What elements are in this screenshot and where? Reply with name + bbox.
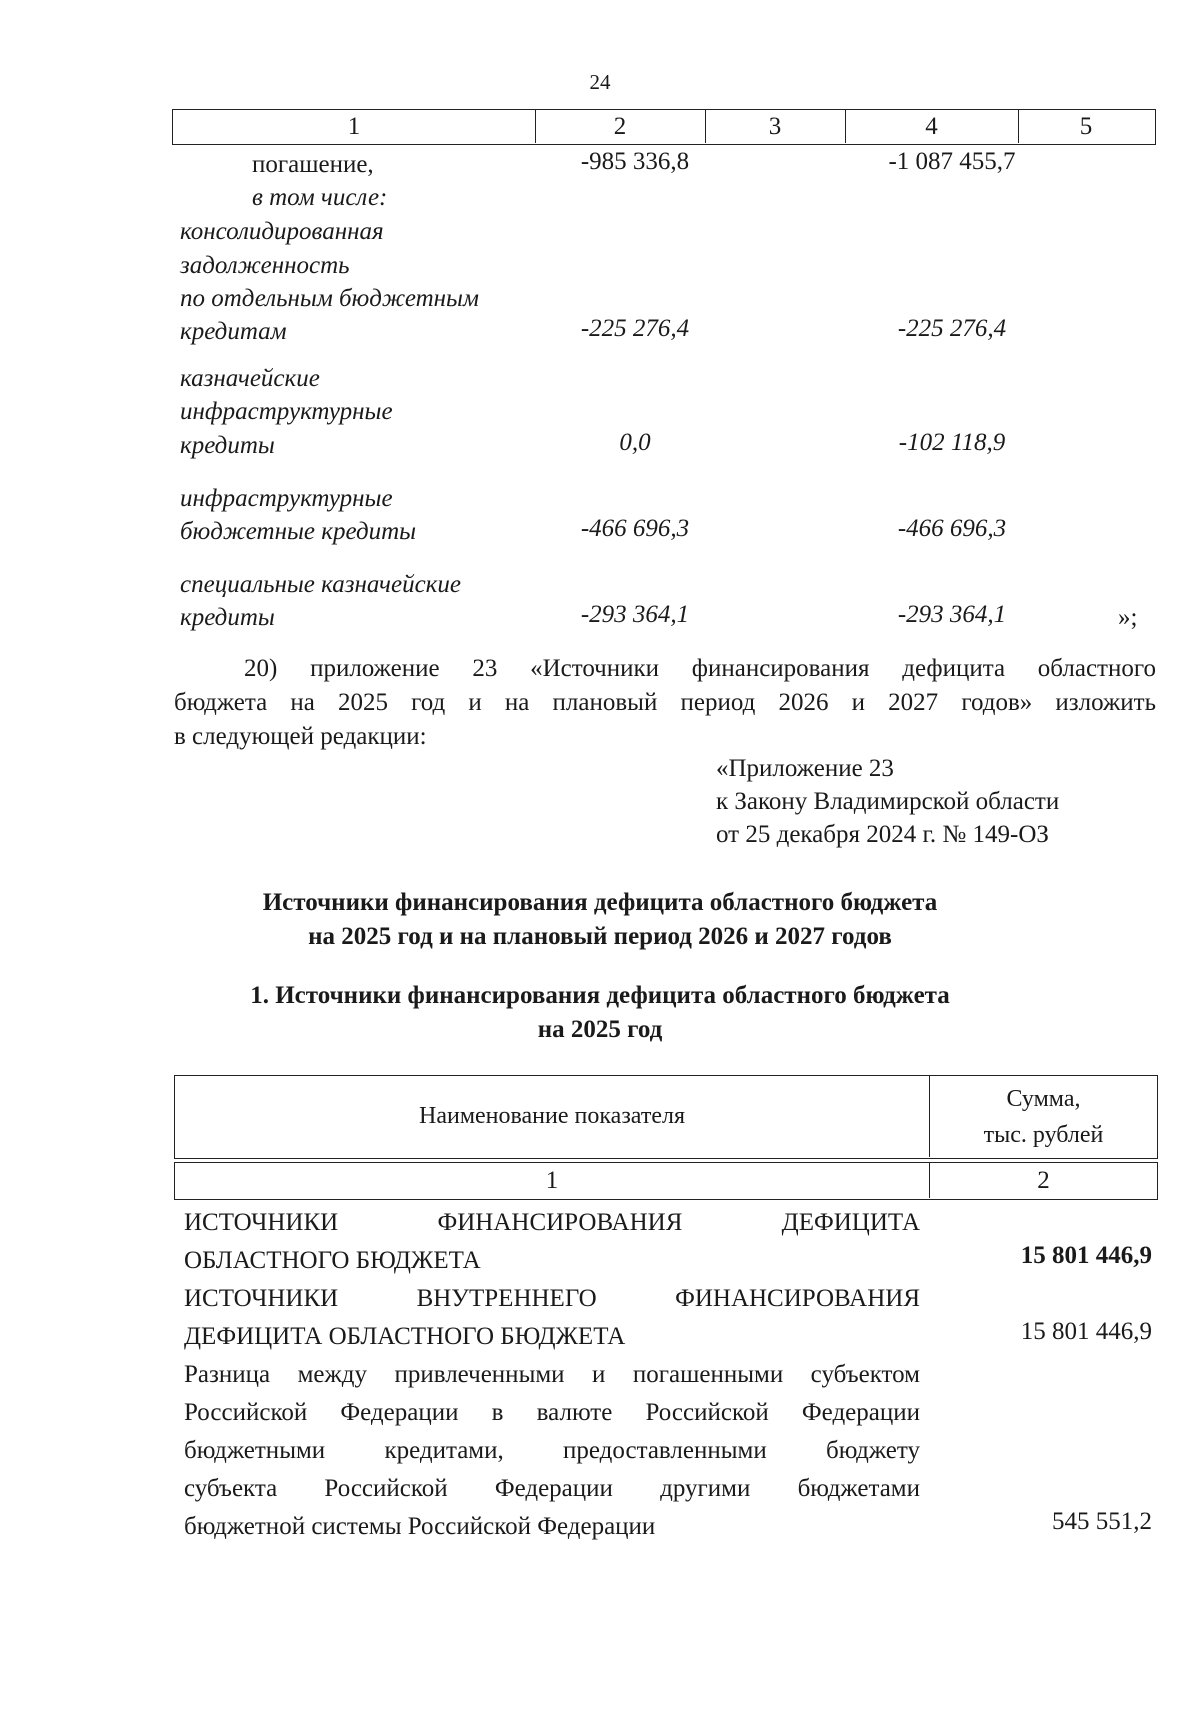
row-value-col4: -1 087 455,7 [888,148,1016,175]
main-row-value: 15 801 446,9 [1020,1318,1152,1345]
document-title-line: на 2025 год и на плановый период 2026 и 2027 годов [308,923,892,950]
row-label-line: консолидированная [180,218,384,245]
row-label-line: инфраструктурные [180,485,393,512]
row-label-line: бюджетные кредиты [180,518,417,545]
document-title-line: Источники финансирования дефицита областного бюджета [262,889,938,916]
main-row-line: ИСТОЧНИКИ ВНУТРЕННЕГО ФИНАНСИРОВАНИЯ [184,1285,920,1312]
appendix-line: «Приложение 23 [716,755,894,782]
main-row-line: ОБЛАСТНОГО БЮДЖЕТА [184,1247,481,1274]
section-title-line: 1. Источники финансирования дефицита областного бюджета [250,982,950,1009]
header-indicator-name: Наименование показателя [419,1103,685,1129]
column-1-header: 1 [347,113,361,140]
amendment-paragraph [174,652,1156,754]
row-value-col2: -293 364,1 [580,601,690,628]
main-row-line: бюджетными кредитами, предоставленными бюджету [184,1437,920,1464]
column-divider [929,1076,930,1157]
appendix-reference [716,752,1059,851]
row-label-including: в том числе: [252,184,388,211]
row-label-line: специальные казначейские [180,571,461,598]
row-label-line: кредиты [180,432,275,459]
row-label-repayment: погашение, [252,151,374,178]
row-label-line: кредитам [180,318,287,345]
main-row-line: ДЕФИЦИТА ОБЛАСТНОГО БЮДЖЕТА [184,1323,626,1350]
header-sum-line: Сумма, [1006,1085,1081,1112]
row-label-line: кредиты [180,604,275,631]
header-sum-line: тыс. рублей [983,1121,1104,1148]
row-value-col2: -225 276,4 [580,315,690,342]
row-value-col2: -985 336,8 [580,148,690,175]
row-label-line: казначейские [180,365,320,392]
main-row-line: субъекта Российской Федерации другими бюджетами [184,1475,920,1502]
appendix-line: к Закону Владимирской области [716,788,1060,815]
row-label-line: задолженность [180,252,350,279]
main-row-line: ИСТОЧНИКИ ФИНАНСИРОВАНИЯ ДЕФИЦИТА [184,1209,920,1236]
column-5-header: 5 [1079,113,1093,140]
row-value-col4: -466 696,3 [897,515,1007,542]
row-value-col4: -293 364,1 [897,601,1007,628]
section-title-line: на 2025 год [537,1016,663,1043]
row-value-col4: -225 276,4 [897,315,1007,342]
main-row-value: 545 551,2 [1052,1508,1152,1535]
amendment-line: в следующей редакции: [174,723,427,750]
main-table-header [174,1075,1158,1159]
amendment-line: 20) приложение 23 «Источники финансирования дефицита областного [244,655,1156,682]
page-number: 24 [589,70,611,94]
amendment-line: бюджета на 2025 год и на плановый период 2026 и 2027 годов» изложить [174,689,1156,716]
main-row-line: Разница между привлеченными и погашенными субъектом [184,1361,920,1388]
column-3-header: 3 [768,113,782,140]
continuation-table-header [172,109,1156,145]
main-row-line: Российской Федерации в валюте Российской Федерации [184,1399,920,1426]
header-sum [931,1076,1156,1157]
main-table-index-row [174,1162,1158,1200]
row-label-line: по отдельным бюджетным [180,285,479,312]
row-value-col2: 0,0 [619,429,651,456]
appendix-line: от 25 декабря 2024 г. № 149-ОЗ [716,821,1049,848]
index-cell-2: 2 [1037,1167,1050,1194]
row-label-line: инфраструктурные [180,398,393,425]
column-2-header: 2 [613,113,627,140]
row-value-col4: -102 118,9 [898,429,1006,456]
main-row-value: 15 801 446,9 [1020,1242,1152,1269]
closing-quote: »; [1118,604,1138,631]
column-4-header: 4 [925,113,938,140]
column-divider [929,1163,930,1198]
index-cell-1: 1 [545,1167,559,1194]
row-value-col2: -466 696,3 [580,515,690,542]
main-row-line: бюджетной системы Российской Федерации [184,1513,656,1540]
